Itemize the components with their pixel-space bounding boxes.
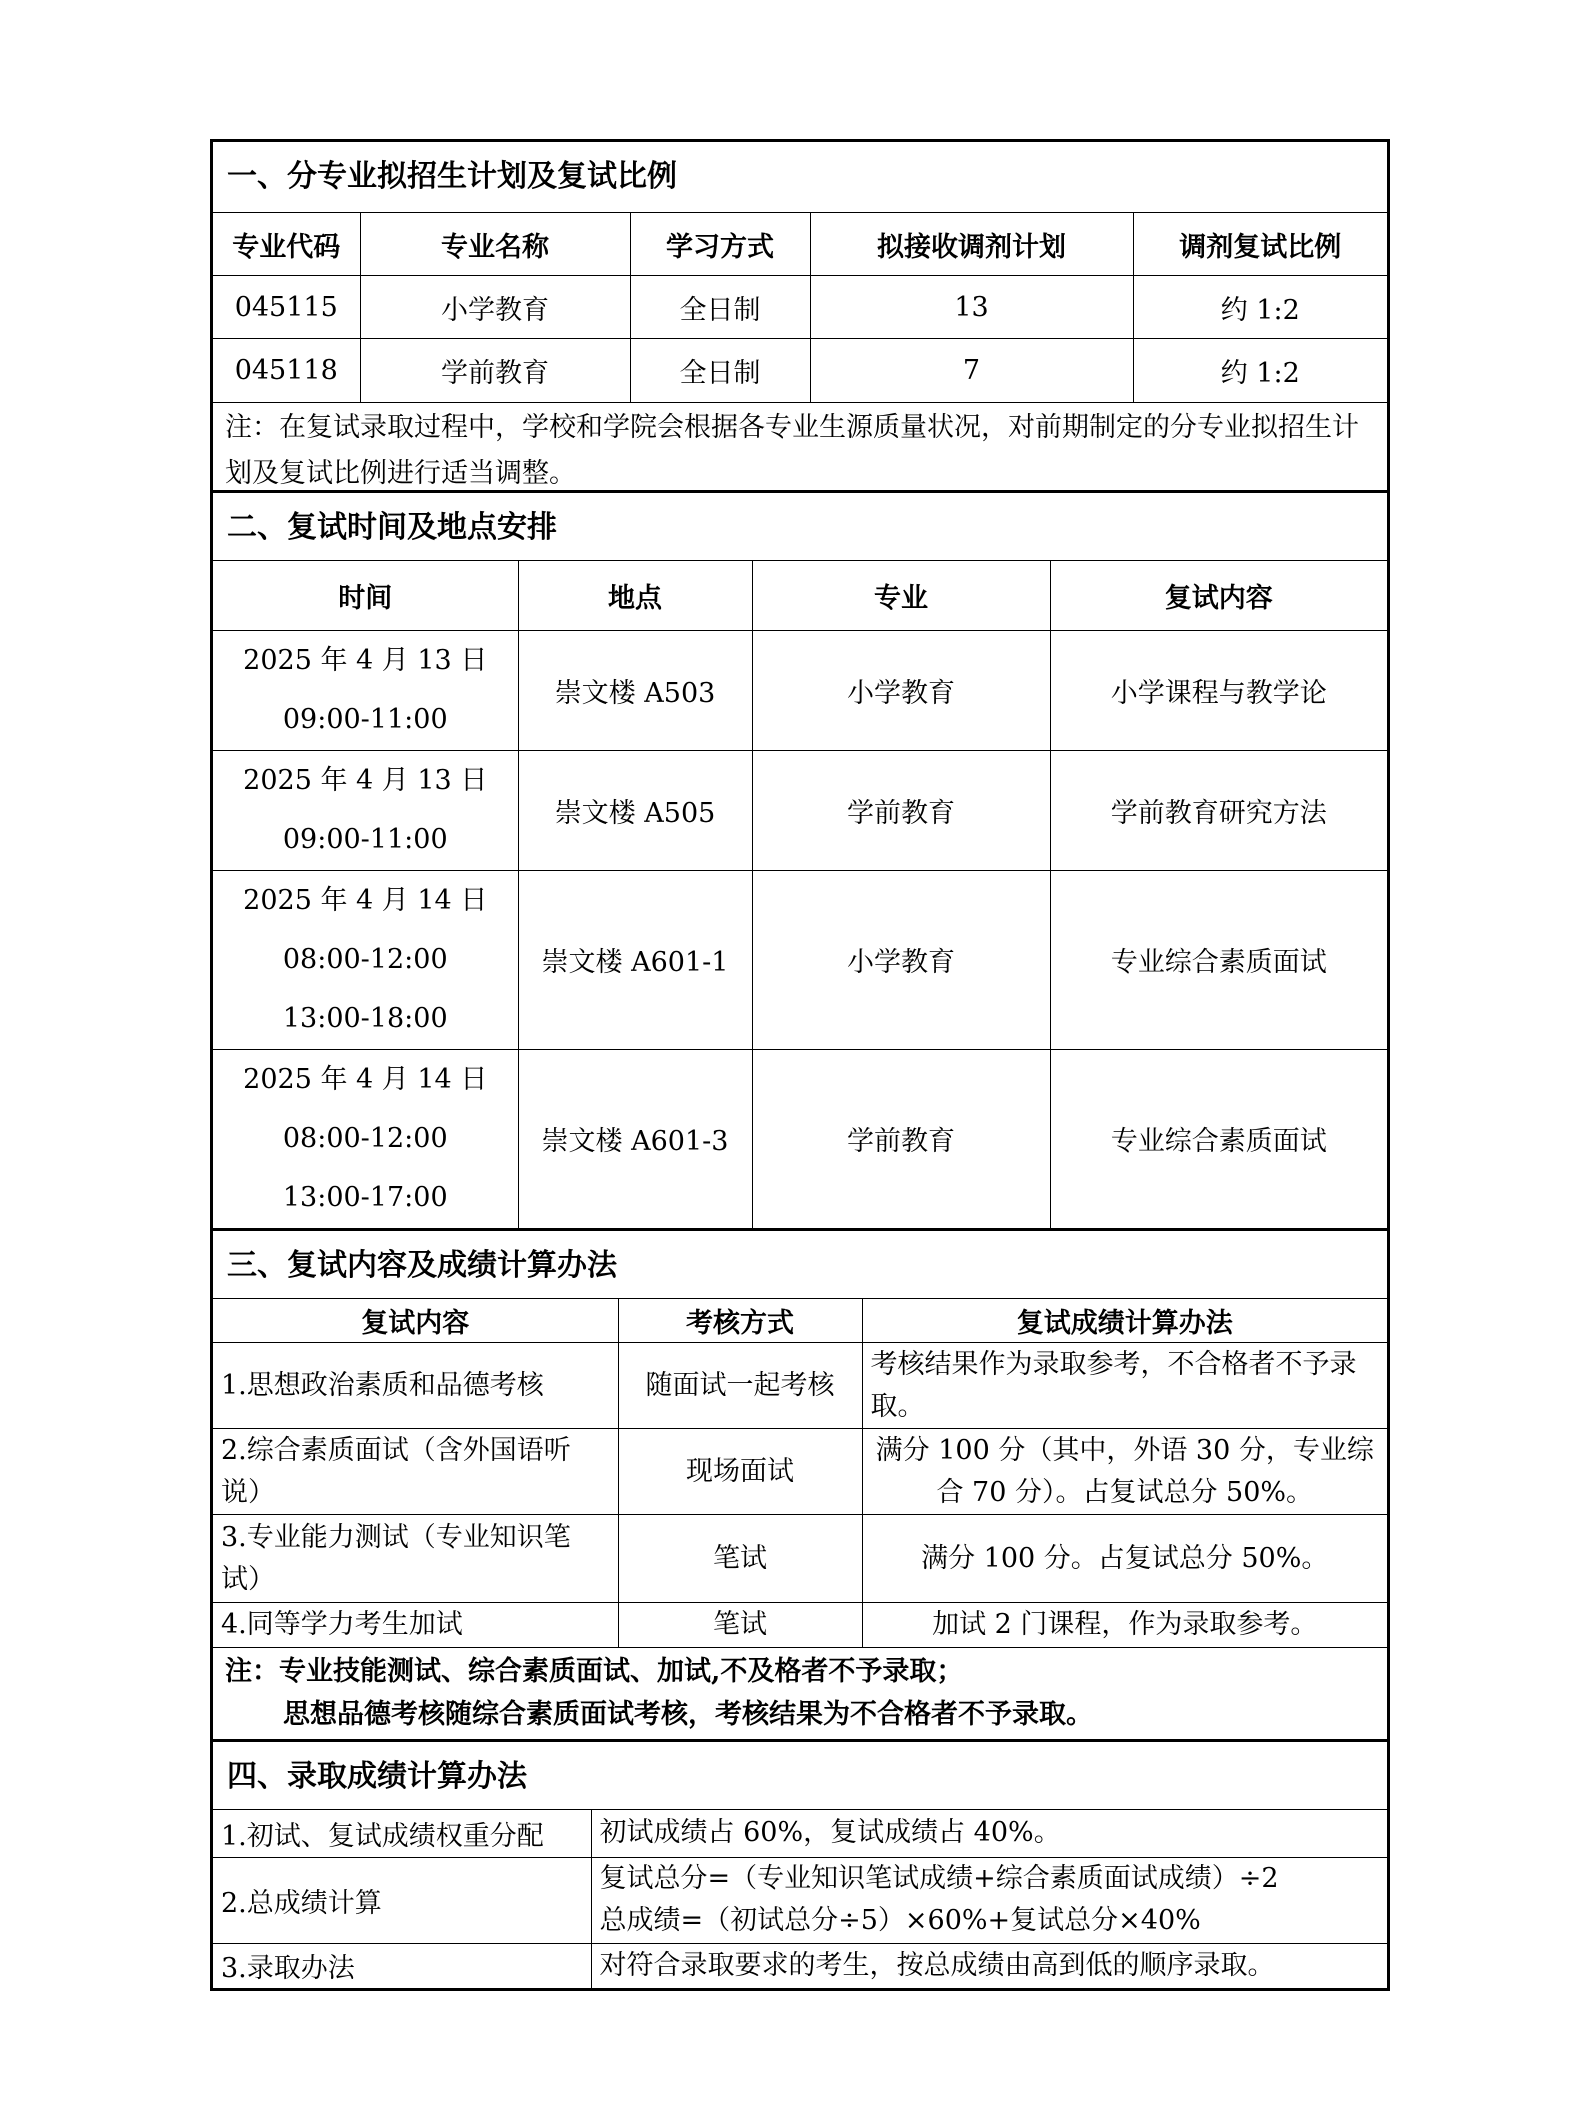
cell-label: 3.录取办法 [213,1943,591,1988]
header-name: 专业名称 [360,213,630,276]
header-method: 考核方式 [618,1299,862,1343]
table-row [213,630,1387,750]
cell-major: 小学教育 [752,630,1050,750]
cell-ratio: 约 1:2 [1133,276,1387,339]
scoring-header-row [213,1299,1387,1343]
cell-item: 1.思想政治素质和品德考核 [213,1343,618,1429]
cell-calc: 加试 2 门课程，作为录取参考。 [862,1603,1387,1647]
cell-code: 045115 [213,276,360,339]
table-row [213,1857,1387,1943]
cell-plan: 13 [810,276,1133,339]
cell-time [213,750,518,870]
cell-content: 专业综合素质面试 [1050,870,1387,1049]
time-slot: 13:00-18:00 [282,1003,448,1034]
cell-code: 045118 [213,339,360,402]
cell-detail [591,1857,1387,1943]
table-row [213,1809,1387,1857]
header-content: 复试内容 [1050,560,1387,630]
cell-place: 崇文楼 A601-3 [518,1049,752,1228]
cell-calc: 满分 100 分（其中，外语 30 分，专业综合 70 分）。占复试总分 50%。 [862,1429,1387,1515]
cell-major: 学前教育 [752,1049,1050,1228]
cell-item: 3.专业能力测试（专业知识笔试） [213,1515,618,1603]
section3-note-line1: 注：专业技能测试、综合素质面试、加试,不及格者不予录取； [225,1655,964,1687]
detail-line: 总成绩=（初试总分÷5）×60%+复试总分×40% [599,1905,1201,1936]
time-slot: 13:00-17:00 [282,1182,448,1214]
cell-method: 笔试 [618,1515,862,1603]
plan-header-row [213,213,1387,276]
header-ratio: 调剂复试比例 [1133,213,1387,276]
time-slot: 09:00-11:00 [282,824,448,855]
cell-item: 4.同等学力考生加试 [213,1603,618,1647]
cell-time [213,630,518,750]
section1-note: 注：在复试录取过程中，学校和学院会根据各专业生源质量状况，对前期制定的分专业拟招生计划及复试比例进行适当调整。 [213,402,1387,490]
table-row [213,870,1387,1049]
section3-note [213,1647,1387,1739]
plan-table [213,212,1387,402]
admission-document [210,139,1390,1991]
detail-line: 对符合录取要求的考生，按总成绩由高到低的顺序录取。 [599,1949,1275,1981]
cell-ratio: 约 1:2 [1133,339,1387,402]
time-date: 2025 年 4 月 14 日 [243,885,488,916]
cell-method: 现场面试 [618,1429,862,1515]
schedule-table [213,560,1387,1229]
section3-note-line2: 思想品德考核随综合素质面试考核，考核结果为不合格者不予录取。 [283,1698,1093,1730]
cell-major: 小学教育 [752,870,1050,1049]
cell-content: 专业综合素质面试 [1050,1049,1387,1228]
time-slot: 08:00-12:00 [282,1123,448,1155]
table-row [213,339,1387,402]
header-mode: 学习方式 [630,213,810,276]
cell-time [213,1049,518,1228]
detail-line: 复试总分=（专业知识笔试成绩+综合素质面试成绩）÷2 [599,1863,1279,1894]
schedule-header-row [213,560,1387,630]
cell-label: 1.初试、复试成绩权重分配 [213,1809,591,1857]
cell-method: 随面试一起考核 [618,1343,862,1429]
cell-calc: 考核结果作为录取参考，不合格者不予录取。 [862,1343,1387,1429]
header-time: 时间 [213,560,518,630]
cell-place: 崇文楼 A601-1 [518,870,752,1049]
admission-table [213,1809,1387,1989]
section1-title: 一、分专业拟招生计划及复试比例 [227,159,677,194]
table-row [213,1943,1387,1988]
header-major: 专业 [752,560,1050,630]
cell-method: 笔试 [618,1603,862,1647]
header-plan: 拟接收调剂计划 [810,213,1133,276]
time-date: 2025 年 4 月 13 日 [243,645,488,676]
cell-calc: 满分 100 分。占复试总分 50%。 [862,1515,1387,1603]
scoring-table [213,1298,1387,1647]
cell-label: 2.总成绩计算 [213,1857,591,1943]
section2-title: 二、复试时间及地点安排 [213,490,1387,560]
cell-plan: 7 [810,339,1133,402]
cell-detail [591,1809,1387,1857]
cell-mode: 全日制 [630,339,810,402]
cell-content: 学前教育研究方法 [1050,750,1387,870]
header-code: 专业代码 [213,213,360,276]
table-row [213,750,1387,870]
cell-item: 2.综合素质面试（含外国语听说） [213,1429,618,1515]
time-date: 2025 年 4 月 13 日 [243,765,488,796]
table-row [213,1429,1387,1515]
section4-title: 四、录取成绩计算办法 [213,1739,1387,1809]
cell-time [213,870,518,1049]
header-calc: 复试成绩计算办法 [862,1299,1387,1343]
header-item: 复试内容 [213,1299,618,1343]
cell-major: 学前教育 [752,750,1050,870]
cell-mode: 全日制 [630,276,810,339]
cell-place: 崇文楼 A503 [518,630,752,750]
detail-line: 初试成绩占 60%，复试成绩占 40%。 [599,1817,1061,1848]
cell-content: 小学课程与教学论 [1050,630,1387,750]
time-slot: 08:00-12:00 [282,944,448,975]
table-row [213,276,1387,339]
cell-name: 学前教育 [360,339,630,402]
header-place: 地点 [518,560,752,630]
cell-detail [591,1943,1387,1988]
time-date: 2025 年 4 月 14 日 [243,1064,488,1096]
table-row [213,1603,1387,1647]
table-row [213,1515,1387,1603]
table-row [213,1343,1387,1429]
table-row [213,1049,1387,1228]
cell-place: 崇文楼 A505 [518,750,752,870]
section3-title: 三、复试内容及成绩计算办法 [213,1228,1387,1298]
time-slot: 09:00-11:00 [282,704,448,735]
cell-name: 小学教育 [360,276,630,339]
